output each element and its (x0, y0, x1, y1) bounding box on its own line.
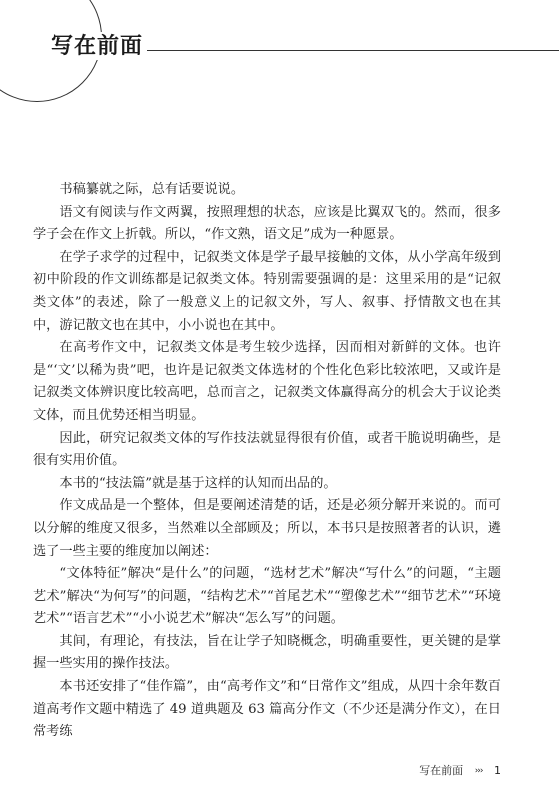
page-number: 1 (494, 764, 501, 777)
paragraph: “文体特征”解决“是什么”的问题，“选材艺术”解决“写什么”的问题，“主题艺术”解决“为何写”的问题，“结构艺术”“首尾艺术”“塑像艺术”“细节艺术”“环境艺术”“语言艺术”“小小说艺术”解决“怎么写”的问题。 (33, 566, 501, 627)
paragraph: 本书还安排了“佳作篇”，由“高考作文”和“日常作文”组成，从四十余年数百道高考作文题中精选了 49 道典题及 63 篇高分作文（不少还是满分作文），在日常考练 (33, 679, 501, 740)
paragraph: 语文有阅读与作文两翼，按照理想的状态，应该是比翼双飞的。然而，很多学子会在作文上折戟。所以，“作文熟，语文足”成为一种愿景。 (33, 204, 501, 243)
paragraph: 在学子求学的过程中，记叙类文体是学子最早接触的文体，从小学高年级到初中阶段的作文训练都是记叙类文体。特别需要强调的是：这里采用的是“记叙类文体”的表述，除了一般意义上的记叙文外，写人、叙事、抒情散文也在其中，游记散文也在其中，小小说也在其中。 (33, 249, 501, 333)
chevrons-right-icon: ››› (474, 766, 483, 776)
page-title: 写在前面 (51, 32, 147, 60)
body-text (33, 179, 501, 744)
page-footer (419, 764, 501, 778)
paragraph: 因此，研究记叙类文体的写作技法就显得很有价值，或者干脆说明确些，是很有实用价值。 (33, 430, 501, 469)
paragraph: 作文成品是一个整体，但是要阐述清楚的话，还是必须分解开来说的。而可以分解的维度又很多，当然难以全部顾及；所以，本书只是按照著者的认识，遴选了一些主要的维度加以阐述： (33, 498, 501, 559)
header-rule (140, 50, 559, 51)
paragraph: 本书的“技法篇”就是基于这样的认知而出品的。 (59, 475, 337, 491)
paragraph: 在高考作文中，记叙类文体是考生较少选择，因而相对新鲜的文体。也许是“‘文’以稀为贵”吧，也许是记叙类文体选材的个性化色彩比较浓吧，又或许是记叙类文体辨识度比较高吧，总而言之，记叙类文体赢得高分的机会大于议论类文体，而且优势还相当明显。 (33, 340, 501, 423)
footer-section-title: 写在前面 (419, 764, 464, 777)
paragraph: 书稿纂就之际，总有话要说说。 (59, 182, 245, 197)
paragraph: 其间，有理论，有技法，旨在让学子知晓概念，明确重要性，更关键的是掌握一些实用的操作技法。 (33, 633, 501, 672)
